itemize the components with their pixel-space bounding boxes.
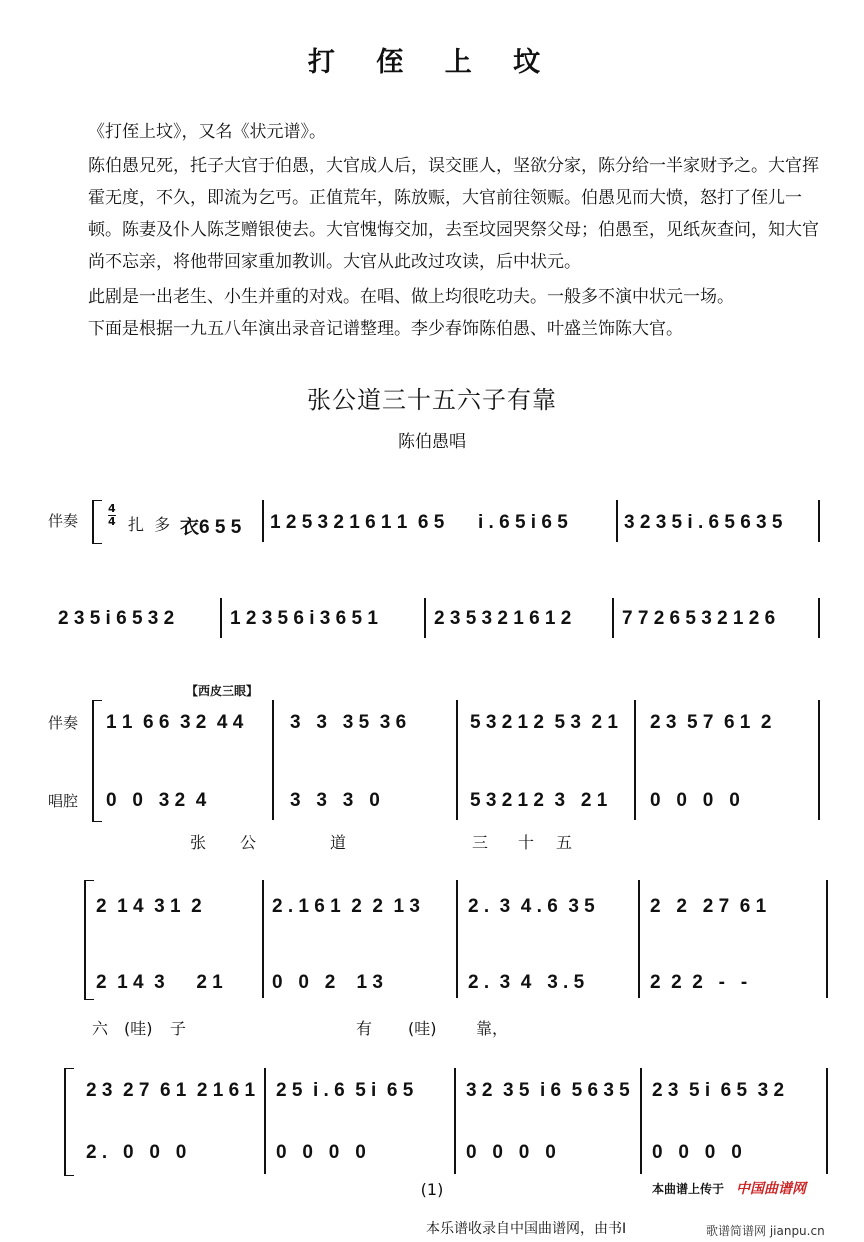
lyric: 有 [356,1019,373,1038]
barline [638,880,640,998]
barline [612,598,614,638]
barline [262,500,264,542]
barline [454,1068,456,1174]
measure: 2 1 4 3 2 1 [96,972,223,993]
measure: 2 2 2 7 6 1 [650,896,767,917]
measure: 衣6 5 5 [180,517,242,538]
accomp-label: 伴奏 [48,512,79,530]
system-bracket [92,500,102,544]
measure: 7 7 2 6 5 3 2 1 2 6 [622,608,776,629]
measure: i . 6 5 i 6 5 [478,512,568,533]
measure: 0 0 2 1 3 [272,972,383,993]
song-credit: 陈伯愚唱 [398,432,466,452]
site-logo: 中国曲谱网 [736,1181,806,1197]
lyric: 三 [472,833,489,852]
measure: 1 1 6 6 3 2 4 4 [106,712,244,733]
system-bracket [64,1068,74,1176]
lyric: 十 [518,833,535,852]
barline [424,598,426,638]
measure: 0 0 0 0 [650,790,740,811]
measure: 1 2 5 3 2 1 6 1 1 6 5 [270,512,445,533]
barline [456,700,458,820]
barline [826,1068,828,1174]
vocal-label: 唱腔 [48,792,79,810]
lyric: 道 [330,833,347,852]
barline [264,1068,266,1174]
page-number: (1) [420,1180,444,1199]
barline [272,700,274,820]
measure: 0 0 3 2 4 [106,790,207,811]
measure: 2 . 0 0 0 [86,1142,187,1163]
system-bracket [92,700,102,822]
lyric: 五 [556,833,573,852]
measure: 2 3 2 7 6 1 2 1 6 1 [86,1080,256,1101]
measure: 1 2 3 5 6 i 3 6 5 1 [230,608,378,629]
measure: 2 . 3 4 . 6 3 5 [468,896,595,917]
barline [818,700,820,820]
measure: 3 3 3 0 [290,790,380,811]
barline [616,500,618,542]
barline [818,500,820,542]
measure: 2 3 5 7 6 1 2 [650,712,772,733]
measure: 0 0 0 0 [652,1142,742,1163]
measure: 3 2 3 5 i 6 5 6 3 5 [466,1080,630,1101]
measure: 0 0 0 0 [466,1142,556,1163]
measure: 5 3 2 1 2 5 3 2 1 [470,712,618,733]
measure: 2 3 5 i 6 5 3 2 [652,1080,785,1101]
measure: 5 3 2 1 2 3 2 1 [470,790,608,811]
mode-tag: 【西皮三眼】 [186,684,259,698]
measure: 2 2 2 - - [650,972,748,993]
synopsis-paragraph: 陈伯愚兄死，托子大官于伯愚，大官成人后，误交匪人，坚欲分家，陈分给一半家财予之。大官挥霍无度，不久，即流为乞丐。正值荒年，陈放赈，大官前往领赈。伯愚见而大愤，怒打了侄儿一顿。陈妻及仆人陈芝赠银使去。大官愧悔交加，去至坟园哭祭父母；伯愚至，见纸灰查问，知大官尚不忘亲，将他带回家重加教训。大官从此改过攻读，后中状元。 [88,156,819,272]
intro-line: 《打侄上坟》，又名《状元谱》。 [88,122,326,142]
barline [220,598,222,638]
barline [262,880,264,998]
lyric: (哇) [124,1019,153,1038]
measure: 2 1 4 3 1 2 [96,896,202,917]
lyric: 靠， [476,1019,509,1038]
lyric: (哇) [408,1019,437,1038]
lyric: 公 [240,833,257,852]
measure: 3 2 3 5 i . 6 5 6 3 5 [624,512,783,533]
time-signature: 4 4 [108,502,116,528]
system-bracket [84,880,94,1000]
measure: 2 5 i . 6 5 i 6 5 [276,1080,414,1101]
source-note: 下面是根据一九五八年演出录音记谱整理。李少春饰陈伯愚、叶盛兰饰陈大官。 [88,319,683,339]
measure: 2 3 5 3 2 1 6 1 2 [434,608,572,629]
song-title: 张公道三十五六子有靠 [307,386,557,414]
measure: 0 0 0 0 [276,1142,366,1163]
footer-text: 本乐谱收录自中国曲谱网，由书Ⅰ [426,1221,627,1237]
page-title: 打 侄 上 坟 [307,47,557,78]
accomp-label: 伴奏 [48,714,79,732]
barline [826,880,828,998]
measure: 2 3 5 i 6 5 3 2 [58,608,175,629]
watermark: 歌谱简谱网 jianpu.cn [706,1224,825,1238]
lyric: 子 [170,1019,187,1038]
performance-note: 此剧是一出老生、小生并重的对戏。在唱、做上均很吃功夫。一般多不演中状元一场。 [88,287,734,307]
barline [456,880,458,998]
barline [634,700,636,820]
upload-note: 本曲谱上传于 [652,1182,725,1196]
lyric: 张 [190,833,207,852]
measure: 2 . 1 6 1 2 2 1 3 [272,896,420,917]
barline [818,598,820,638]
measure: 3 3 3 5 3 6 [290,712,407,733]
measure: 2 . 3 4 3 . 5 [468,972,585,993]
intro-syllables: 扎 多 [128,515,171,534]
barline [640,1068,642,1174]
lyric: 六 [92,1019,109,1038]
